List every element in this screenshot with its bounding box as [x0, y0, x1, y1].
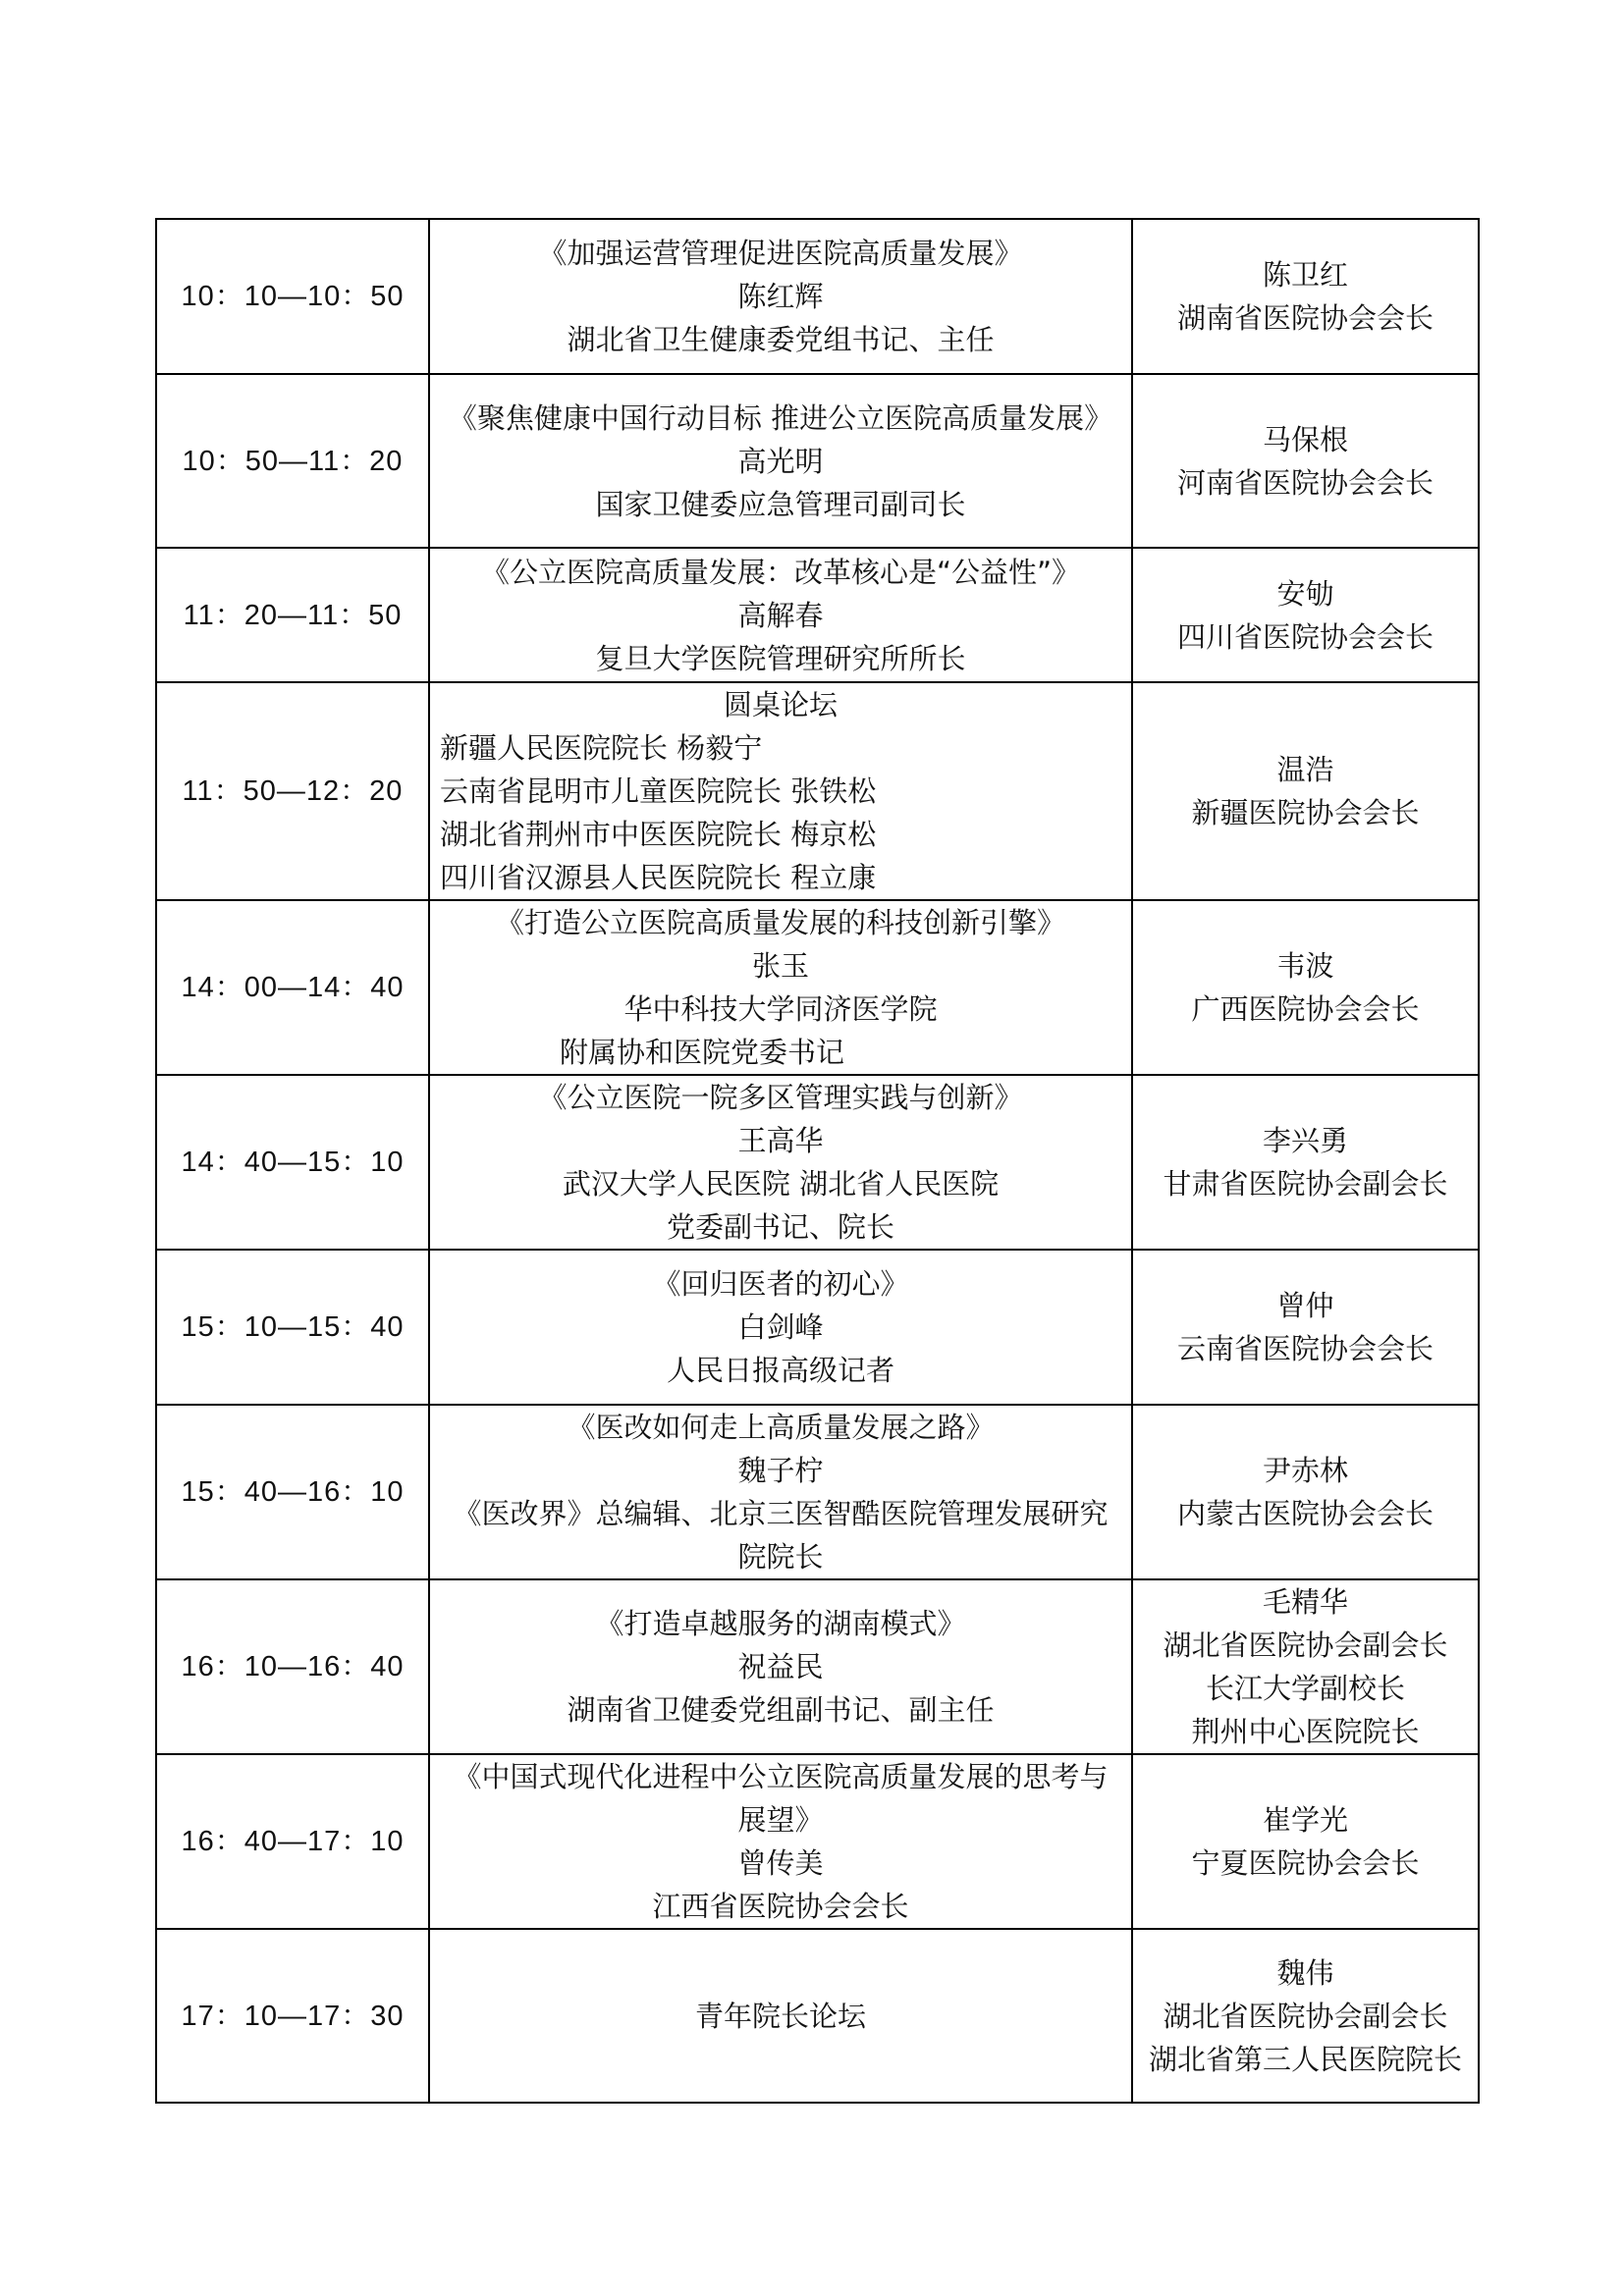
agenda-table [155, 218, 1480, 2104]
talk-title: 《回归医者的初心》 [652, 1267, 909, 1301]
host-title: 内蒙古医院协会会长 [1176, 1497, 1434, 1530]
talk-title: 《打造公立医院高质量发展的科技创新引擎》 [495, 906, 1065, 939]
host-cell [1132, 374, 1479, 548]
host-name: 韦波 [1276, 949, 1334, 983]
host-name: 曾仲 [1276, 1289, 1334, 1322]
host-cell [1132, 1579, 1479, 1754]
host-name: 毛精华 [1262, 1585, 1348, 1619]
speaker-title: 复旦大学医院管理研究所所长 [595, 641, 966, 675]
panelist: 湖北省荆州市中医医院院长 梅京松 [440, 818, 877, 851]
host-cell [1132, 1405, 1479, 1579]
host-cell [1132, 219, 1479, 374]
talk-cell [429, 374, 1132, 548]
host-cell [1132, 682, 1479, 900]
talk-cell [429, 1579, 1132, 1754]
speaker-title: 党委副书记、院长 [666, 1210, 894, 1244]
host-name: 魏伟 [1276, 1955, 1334, 1990]
speaker-name: 张玉 [751, 949, 809, 983]
speaker-name: 高光明 [737, 444, 824, 478]
host-cell [1132, 900, 1479, 1075]
talk-cell [429, 1754, 1132, 1929]
agenda-row [156, 219, 1479, 374]
host-name: 尹赤林 [1262, 1454, 1348, 1487]
speaker-name: 陈红辉 [737, 280, 824, 313]
agenda-row [156, 900, 1479, 1075]
time-cell: 10：50—11：20 [156, 374, 429, 548]
host-title: 湖北省医院协会副会长 [1163, 1999, 1448, 2033]
host-name: 马保根 [1262, 422, 1348, 456]
agenda-row [156, 1405, 1479, 1579]
host-title: 广西医院协会会长 [1191, 992, 1420, 1026]
host-name: 李兴勇 [1262, 1124, 1348, 1157]
speaker-name: 祝益民 [737, 1650, 824, 1683]
speaker-title: 国家卫健委应急管理司副司长 [595, 487, 966, 521]
time-cell: 17：10—17：30 [156, 1929, 429, 2103]
time-cell: 16：40—17：10 [156, 1754, 429, 1929]
panelist: 云南省昆明市儿童医院院长 张铁松 [440, 774, 877, 808]
talk-cell [429, 1075, 1132, 1250]
host-cell [1132, 1250, 1479, 1405]
host-title: 荆州中心医院院长 [1191, 1715, 1420, 1748]
time-cell: 16：10—16：40 [156, 1579, 429, 1754]
time-cell: 15：10—15：40 [156, 1250, 429, 1405]
host-cell [1132, 1929, 1479, 2103]
speaker-title: 附属协和医院党委书记 [560, 1036, 845, 1069]
talk-title: 青年院长论坛 [694, 1999, 866, 2033]
agenda-row [156, 1929, 1479, 2103]
speaker-title: 湖北省卫生健康委党组书记、主任 [567, 323, 995, 356]
host-title: 新疆医院协会会长 [1191, 796, 1420, 829]
host-title: 湖北省医院协会副会长 [1163, 1629, 1448, 1662]
host-title: 河南省医院协会会长 [1176, 465, 1434, 500]
speaker-title: 湖南省卫健委党组副书记、副主任 [567, 1693, 995, 1727]
talk-title: 《加强运营管理促进医院高质量发展》 [538, 237, 1023, 270]
speaker-name: 魏子柠 [737, 1454, 824, 1487]
speaker-title: 江西省医院协会会长 [652, 1890, 909, 1923]
host-title: 四川省医院协会会长 [1176, 619, 1434, 654]
host-name: 安劬 [1276, 576, 1334, 611]
agenda-row [156, 682, 1479, 900]
speaker-title: 华中科技大学同济医学院 [623, 992, 938, 1026]
host-cell [1132, 1075, 1479, 1250]
speaker-name: 高解春 [737, 598, 824, 632]
agenda-row [156, 1754, 1479, 1929]
talk-title: 《聚焦健康中国行动目标 推进公立医院高质量发展》 [448, 400, 1113, 435]
talk-cell [429, 548, 1132, 682]
agenda-row [156, 1075, 1479, 1250]
talk-title: 圆桌论坛 [723, 688, 838, 721]
speaker-name: 白剑峰 [737, 1310, 824, 1344]
panelist: 新疆人民医院院长 杨毅宁 [440, 731, 763, 765]
speaker-title: 人民日报高级记者 [666, 1354, 894, 1387]
time-cell: 14：40—15：10 [156, 1075, 429, 1250]
agenda-row [156, 374, 1479, 548]
time-cell: 11：50—12：20 [156, 682, 429, 900]
speaker-name: 王高华 [737, 1124, 824, 1157]
host-cell [1132, 1754, 1479, 1929]
talk-cell [429, 682, 1132, 900]
speaker-title: 武汉大学人民医院 湖北省人民医院 [562, 1167, 1000, 1201]
talk-title: 《打造卓越服务的湖南模式》 [595, 1607, 966, 1640]
speaker-title: 《医改界》总编辑、北京三医智酷医院管理发展研究院院长 [453, 1497, 1109, 1574]
time-cell: 11：20—11：50 [156, 548, 429, 682]
host-cell [1132, 548, 1479, 682]
talk-title: 《公立医院一院多区管理实践与创新》 [538, 1081, 1023, 1114]
host-title: 甘肃省医院协会副会长 [1163, 1167, 1448, 1201]
talk-cell [429, 900, 1132, 1075]
time-cell: 15：40—16：10 [156, 1405, 429, 1579]
host-name: 崔学光 [1262, 1803, 1348, 1837]
panelist: 四川省汉源县人民医院院长 程立康 [440, 861, 877, 894]
time-cell: 14：00—14：40 [156, 900, 429, 1075]
speaker-name: 曾传美 [737, 1846, 824, 1880]
host-title: 长江大学副校长 [1205, 1672, 1405, 1705]
talk-cell [429, 219, 1132, 374]
time-cell: 10：10—10：50 [156, 219, 429, 374]
host-title: 宁夏医院协会会长 [1191, 1846, 1420, 1880]
agenda-row [156, 1250, 1479, 1405]
talk-cell [429, 1929, 1132, 2103]
agenda-row [156, 1579, 1479, 1754]
agenda-row [156, 548, 1479, 682]
host-title: 湖北省第三人民医院院长 [1148, 2042, 1462, 2076]
talk-cell [429, 1250, 1132, 1405]
talk-title: 《公立医院高质量发展：改革核心是“公益性”》 [480, 555, 1081, 589]
talk-title: 《中国式现代化进程中公立医院高质量发展的思考与展望》 [453, 1760, 1109, 1837]
host-title: 云南省医院协会会长 [1176, 1332, 1434, 1365]
host-title: 湖南省医院协会会长 [1176, 301, 1434, 335]
talk-cell [429, 1405, 1132, 1579]
host-name: 温浩 [1276, 753, 1334, 786]
host-name: 陈卫红 [1262, 258, 1348, 292]
talk-title: 《医改如何走上高质量发展之路》 [567, 1411, 995, 1444]
